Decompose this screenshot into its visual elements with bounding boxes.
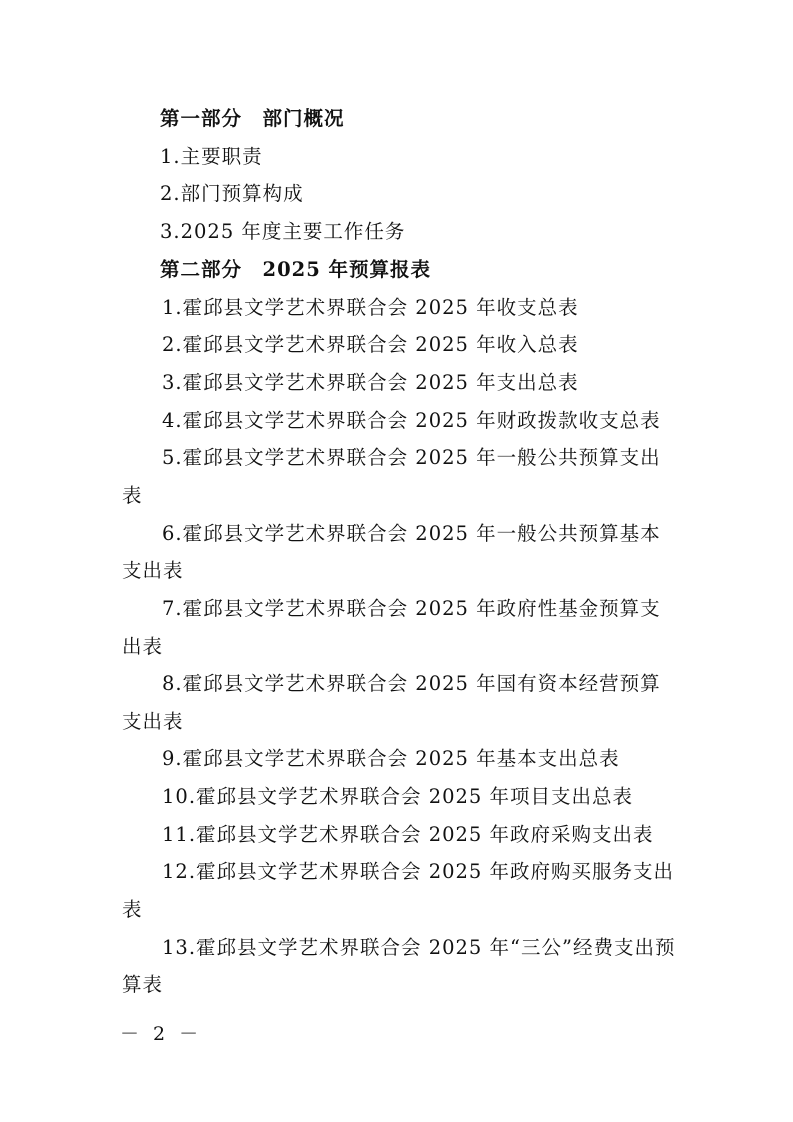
part1-item-3: 3.2025 年度主要工作任务 xyxy=(160,220,406,243)
part2-item-5-cont: 表 xyxy=(122,484,143,507)
part2-item-6: 6.霍邱县文学艺术界联合会 2025 年一般公共预算基本 xyxy=(162,522,661,545)
part2-item-7: 7.霍邱县文学艺术界联合会 2025 年政府性基金预算支 xyxy=(162,597,661,620)
page-number: － 2 － xyxy=(120,1023,203,1045)
part2-item-3: 3.霍邱县文学艺术界联合会 2025 年支出总表 xyxy=(162,371,579,394)
part2-item-13-cont: 算表 xyxy=(122,973,164,996)
part2-item-2: 2.霍邱县文学艺术界联合会 2025 年收入总表 xyxy=(162,333,579,356)
part2-item-8: 8.霍邱县文学艺术界联合会 2025 年国有资本经营预算 xyxy=(162,672,661,695)
part2-item-8-cont: 支出表 xyxy=(122,710,184,733)
part2-item-12-cont: 表 xyxy=(122,898,143,921)
part2-item-11: 11.霍邱县文学艺术界联合会 2025 年政府采购支出表 xyxy=(162,823,654,846)
part1-item-1: 1.主要职责 xyxy=(160,145,263,168)
part2-item-10: 10.霍邱县文学艺术界联合会 2025 年项目支出总表 xyxy=(162,785,634,808)
part2-item-1: 1.霍邱县文学艺术界联合会 2025 年收支总表 xyxy=(162,296,579,319)
part1-item-2: 2.部门预算构成 xyxy=(160,182,304,205)
part2-item-6-cont: 支出表 xyxy=(122,559,184,582)
part1-heading: 第一部分 部门概况 xyxy=(160,107,345,130)
part2-item-7-cont: 出表 xyxy=(122,635,164,658)
part2-item-4: 4.霍邱县文学艺术界联合会 2025 年财政拨款收支总表 xyxy=(162,409,661,432)
part2-heading: 第二部分 2025 年预算报表 xyxy=(160,258,432,281)
part2-item-13: 13.霍邱县文学艺术界联合会 2025 年“三公”经费支出预 xyxy=(162,936,676,959)
part2-item-9: 9.霍邱县文学艺术界联合会 2025 年基本支出总表 xyxy=(162,747,620,770)
part2-item-12: 12.霍邱县文学艺术界联合会 2025 年政府购买服务支出 xyxy=(162,860,675,883)
part2-item-5: 5.霍邱县文学艺术界联合会 2025 年一般公共预算支出 xyxy=(162,446,661,469)
